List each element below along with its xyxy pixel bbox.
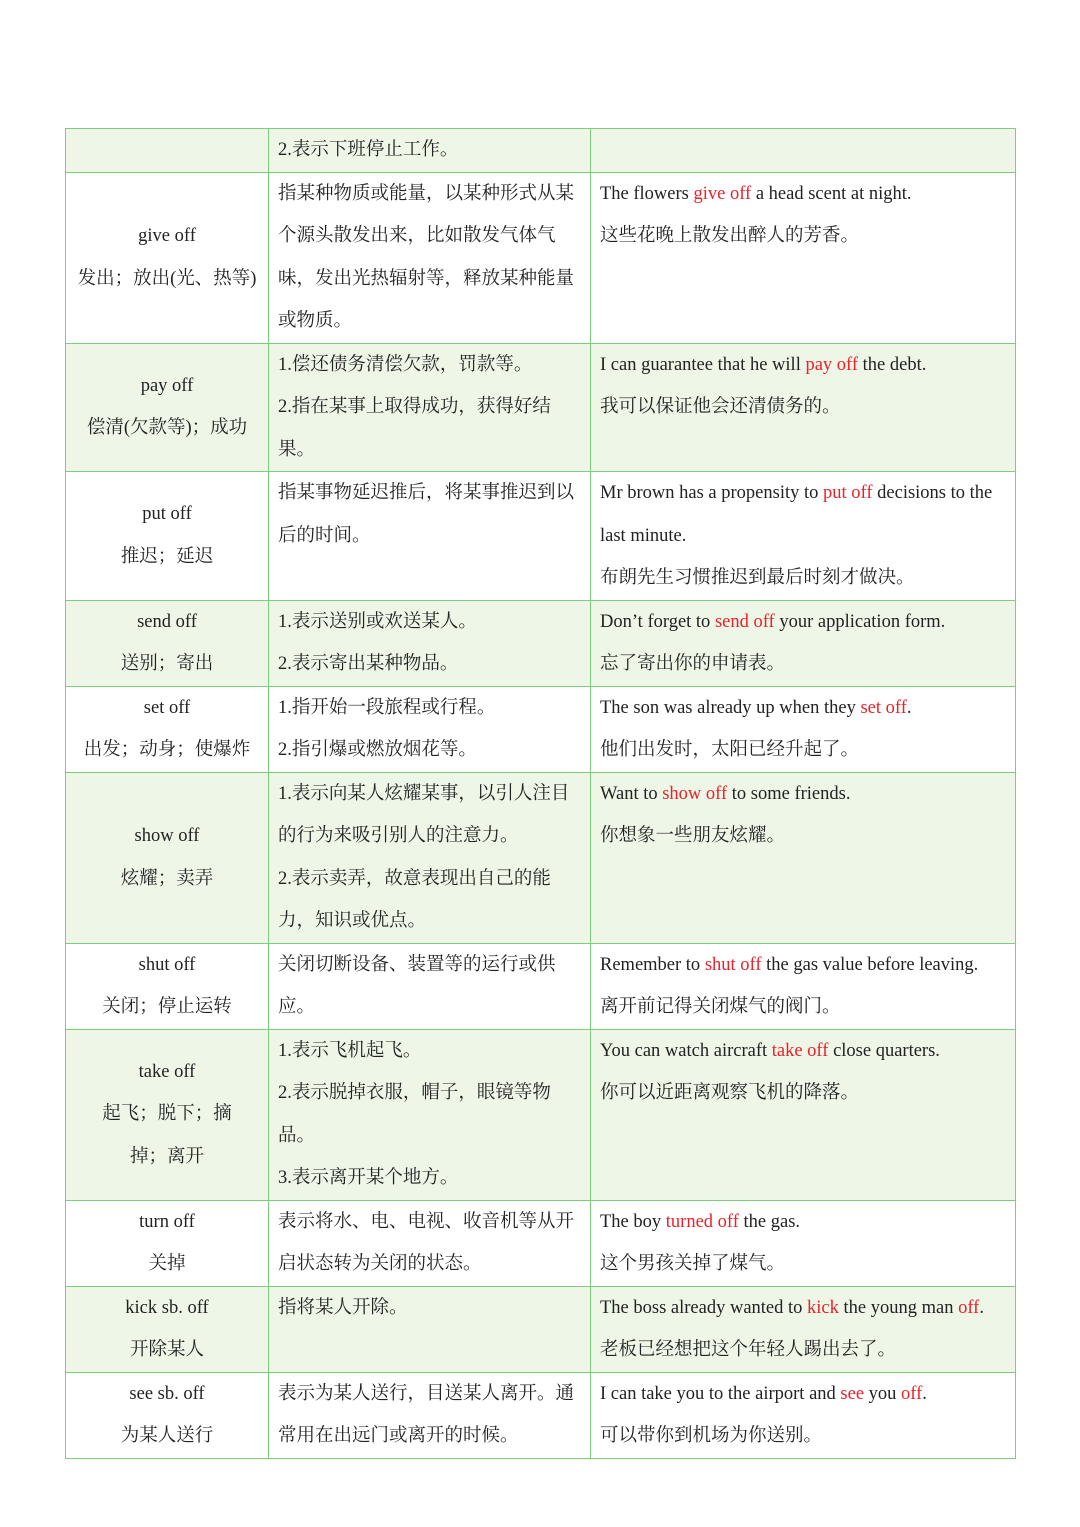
example-text: Remember to <box>600 954 705 975</box>
explanation-cell <box>269 1029 591 1200</box>
explanation-line: 2.表示卖弄，故意表现出自己的能力，知识或优点。 <box>278 868 551 931</box>
example-english <box>600 472 1006 557</box>
phrase-cell <box>66 943 269 1029</box>
example-text: I can guarantee that he will <box>600 354 806 375</box>
phrase-text: set off <box>143 697 191 718</box>
highlighted-phrase: set off <box>860 697 907 718</box>
example-cell <box>591 1372 1016 1458</box>
phrase-table <box>65 128 1016 1459</box>
example-english <box>600 1201 1006 1244</box>
phrase-cell <box>66 129 269 173</box>
phrase-text: pay off <box>140 375 194 396</box>
phrase-meaning: 为某人送行 <box>120 1426 214 1446</box>
phrase-meaning: 送别；寄出 <box>120 654 214 674</box>
phrase-cell <box>66 772 269 943</box>
example-text: Mr brown has a propensity to <box>600 483 823 503</box>
example-cell <box>591 686 1016 772</box>
explanation-line: 2.表示下班停止工作。 <box>278 140 459 160</box>
phrase-text: take off <box>138 1061 196 1082</box>
table-row <box>66 1372 1016 1458</box>
explanation-line: 2.指引爆或燃放烟花等。 <box>278 740 477 760</box>
example-cell <box>591 129 1016 173</box>
highlighted-phrase: give off <box>693 183 752 204</box>
table-row <box>66 172 1016 343</box>
example-text: a head scent at night. <box>751 183 912 204</box>
phrase-text: turn off <box>139 1211 195 1232</box>
example-text: The boy <box>600 1211 666 1232</box>
explanation-line: 表示为某人送行，目送某人离开。通常用在出远门或离开的时候。 <box>278 1383 575 1446</box>
example-english <box>600 601 1006 644</box>
example-cell <box>591 1286 1016 1372</box>
explanation-line: 指将某人开除。 <box>278 1297 408 1318</box>
example-chinese: 你想象一些朋友炫耀。 <box>600 826 786 846</box>
example-chinese: 你可以近距离观察飞机的降落。 <box>600 1083 860 1103</box>
explanation-cell <box>269 943 591 1029</box>
example-cell <box>591 1029 1016 1200</box>
example-text: . <box>922 1383 927 1404</box>
explanation-line: 3.表示离开某个地方。 <box>278 1168 459 1188</box>
phrase-meaning: 出发；动身；使爆炸 <box>83 740 251 760</box>
phrase-text: shut off <box>138 954 196 975</box>
example-english <box>600 173 1006 216</box>
phrase-text: give off <box>138 226 196 246</box>
explanation-line: 2.表示寄出某种物品。 <box>278 654 459 674</box>
example-chinese: 我可以保证他会还清债务的。 <box>600 397 841 417</box>
example-cell <box>591 343 1016 472</box>
example-chinese: 这些花晚上散发出醉人的芳香。 <box>600 226 860 246</box>
phrase-meaning: 起飞；脱下；摘掉；离开 <box>102 1104 232 1167</box>
phrase-cell <box>66 172 269 343</box>
highlighted-phrase: off <box>958 1297 980 1318</box>
example-text: to some friends. <box>727 783 851 804</box>
phrase-text: send off <box>137 611 197 632</box>
highlighted-phrase: put off <box>823 483 873 503</box>
highlighted-phrase: shut off <box>704 954 762 975</box>
explanation-cell <box>269 343 591 472</box>
example-cell <box>591 172 1016 343</box>
example-english <box>600 344 1006 387</box>
example-text: I can take you to the airport and <box>600 1383 841 1404</box>
example-cell <box>591 772 1016 943</box>
highlighted-phrase: pay off <box>805 354 859 375</box>
example-chinese: 这个男孩关掉了煤气。 <box>600 1254 786 1274</box>
table-row <box>66 1029 1016 1200</box>
example-text: You can watch aircraft <box>600 1040 772 1061</box>
explanation-cell <box>269 1200 591 1286</box>
explanation-line: 2.表示脱掉衣服，帽子，眼镜等物品。 <box>278 1083 551 1146</box>
table-row <box>66 943 1016 1029</box>
phrase-text: see sb. off <box>129 1383 205 1404</box>
explanation-line: 1.指开始一段旅程或行程。 <box>278 697 496 718</box>
explanation-cell <box>269 172 591 343</box>
table-row <box>66 772 1016 943</box>
table-row <box>66 600 1016 686</box>
example-chinese: 忘了寄出你的申请表。 <box>600 654 786 674</box>
explanation-line: 1.表示向某人炫耀某事，以引人注目的行为来吸引别人的注意力。 <box>278 783 570 846</box>
explanation-cell <box>269 686 591 772</box>
example-english <box>600 1373 1006 1416</box>
explanation-line: 表示将水、电、电视、收音机等从开启状态转为关闭的状态。 <box>278 1211 575 1274</box>
example-chinese: 布朗先生习惯推迟到最后时刻才做决。 <box>600 568 915 588</box>
phrase-meaning: 关闭；停止运转 <box>102 997 232 1017</box>
highlighted-phrase: take off <box>771 1040 829 1061</box>
highlighted-phrase: show off <box>662 783 728 804</box>
example-text: . <box>979 1297 984 1318</box>
example-chinese: 老板已经想把这个年轻人踢出去了。 <box>600 1340 897 1360</box>
example-chinese: 可以带你到机场为你送别。 <box>600 1426 823 1446</box>
phrase-cell <box>66 600 269 686</box>
table-row <box>66 472 1016 601</box>
example-text: the young man <box>838 1297 959 1318</box>
phrase-text: show off <box>134 826 200 846</box>
explanation-cell <box>269 472 591 601</box>
example-text: your application form. <box>774 611 946 632</box>
highlighted-phrase: kick <box>807 1297 839 1318</box>
explanation-cell <box>269 772 591 943</box>
example-text: close quarters. <box>828 1040 940 1061</box>
explanation-cell <box>269 1372 591 1458</box>
example-chinese: 他们出发时，太阳已经升起了。 <box>600 740 860 760</box>
example-english <box>600 1030 1006 1073</box>
example-text: The flowers <box>600 183 694 204</box>
phrase-meaning: 关掉 <box>148 1254 186 1274</box>
example-text: you <box>864 1383 902 1404</box>
example-cell <box>591 1200 1016 1286</box>
example-english <box>600 944 1006 987</box>
example-text: the debt. <box>858 354 927 375</box>
phrase-cell <box>66 1029 269 1200</box>
highlighted-phrase: see <box>840 1383 865 1404</box>
explanation-line: 指某种物质或能量，以某种形式从某个源头散发出来，比如散发气体气味，发出光热辐射等，释放某种能量或物质。 <box>278 183 575 331</box>
example-text: the gas. <box>738 1211 801 1232</box>
phrase-meaning: 偿清(欠款等)；成功 <box>86 418 248 439</box>
phrase-cell <box>66 1200 269 1286</box>
explanation-line: 1.表示送别或欢送某人。 <box>278 611 477 632</box>
phrase-meaning: 发出；放出(光、热等) <box>77 268 257 289</box>
table-row <box>66 129 1016 173</box>
phrase-meaning: 炫耀；卖弄 <box>120 868 214 889</box>
example-english <box>600 1287 1006 1330</box>
example-text: Want to <box>600 783 663 804</box>
phrase-text: put off <box>142 504 192 525</box>
example-text: . <box>906 697 912 718</box>
explanation-cell <box>269 1286 591 1372</box>
table-row <box>66 343 1016 472</box>
example-text: The boss already wanted to <box>600 1297 808 1318</box>
phrase-meaning: 推迟；延迟 <box>120 546 214 567</box>
highlighted-phrase: send off <box>714 611 775 632</box>
example-chinese: 离开前记得关闭煤气的阀门。 <box>600 997 841 1017</box>
table-row <box>66 1200 1016 1286</box>
phrase-meaning: 开除某人 <box>129 1340 204 1360</box>
phrase-text: kick sb. off <box>125 1297 209 1318</box>
example-english <box>600 687 1006 730</box>
example-text: Don’t forget to <box>600 611 715 632</box>
explanation-cell <box>269 129 591 173</box>
explanation-line: 1.偿还债务清偿欠款，罚款等。 <box>278 354 533 375</box>
example-text: The son was already up when they <box>600 697 861 718</box>
phrase-cell <box>66 1372 269 1458</box>
highlighted-phrase: off <box>901 1383 923 1404</box>
explanation-line: 指某事物延迟推后，将某事推迟到以后的时间。 <box>278 483 575 546</box>
table-row <box>66 686 1016 772</box>
explanation-line: 2.指在某事上取得成功，获得好结果。 <box>278 397 551 460</box>
highlighted-phrase: turned off <box>665 1211 739 1232</box>
phrase-cell <box>66 1286 269 1372</box>
phrase-cell <box>66 343 269 472</box>
phrase-cell <box>66 686 269 772</box>
table-row <box>66 1286 1016 1372</box>
example-text: the gas value before leaving. <box>761 954 979 975</box>
explanation-line: 关闭切断设备、装置等的运行或供应。 <box>278 954 556 1017</box>
example-cell <box>591 600 1016 686</box>
example-english <box>600 773 1006 816</box>
example-text: decisions to the last minute. <box>600 483 993 546</box>
explanation-line: 1.表示飞机起飞。 <box>278 1040 422 1061</box>
example-cell <box>591 943 1016 1029</box>
explanation-cell <box>269 600 591 686</box>
phrase-cell <box>66 472 269 601</box>
example-cell <box>591 472 1016 601</box>
